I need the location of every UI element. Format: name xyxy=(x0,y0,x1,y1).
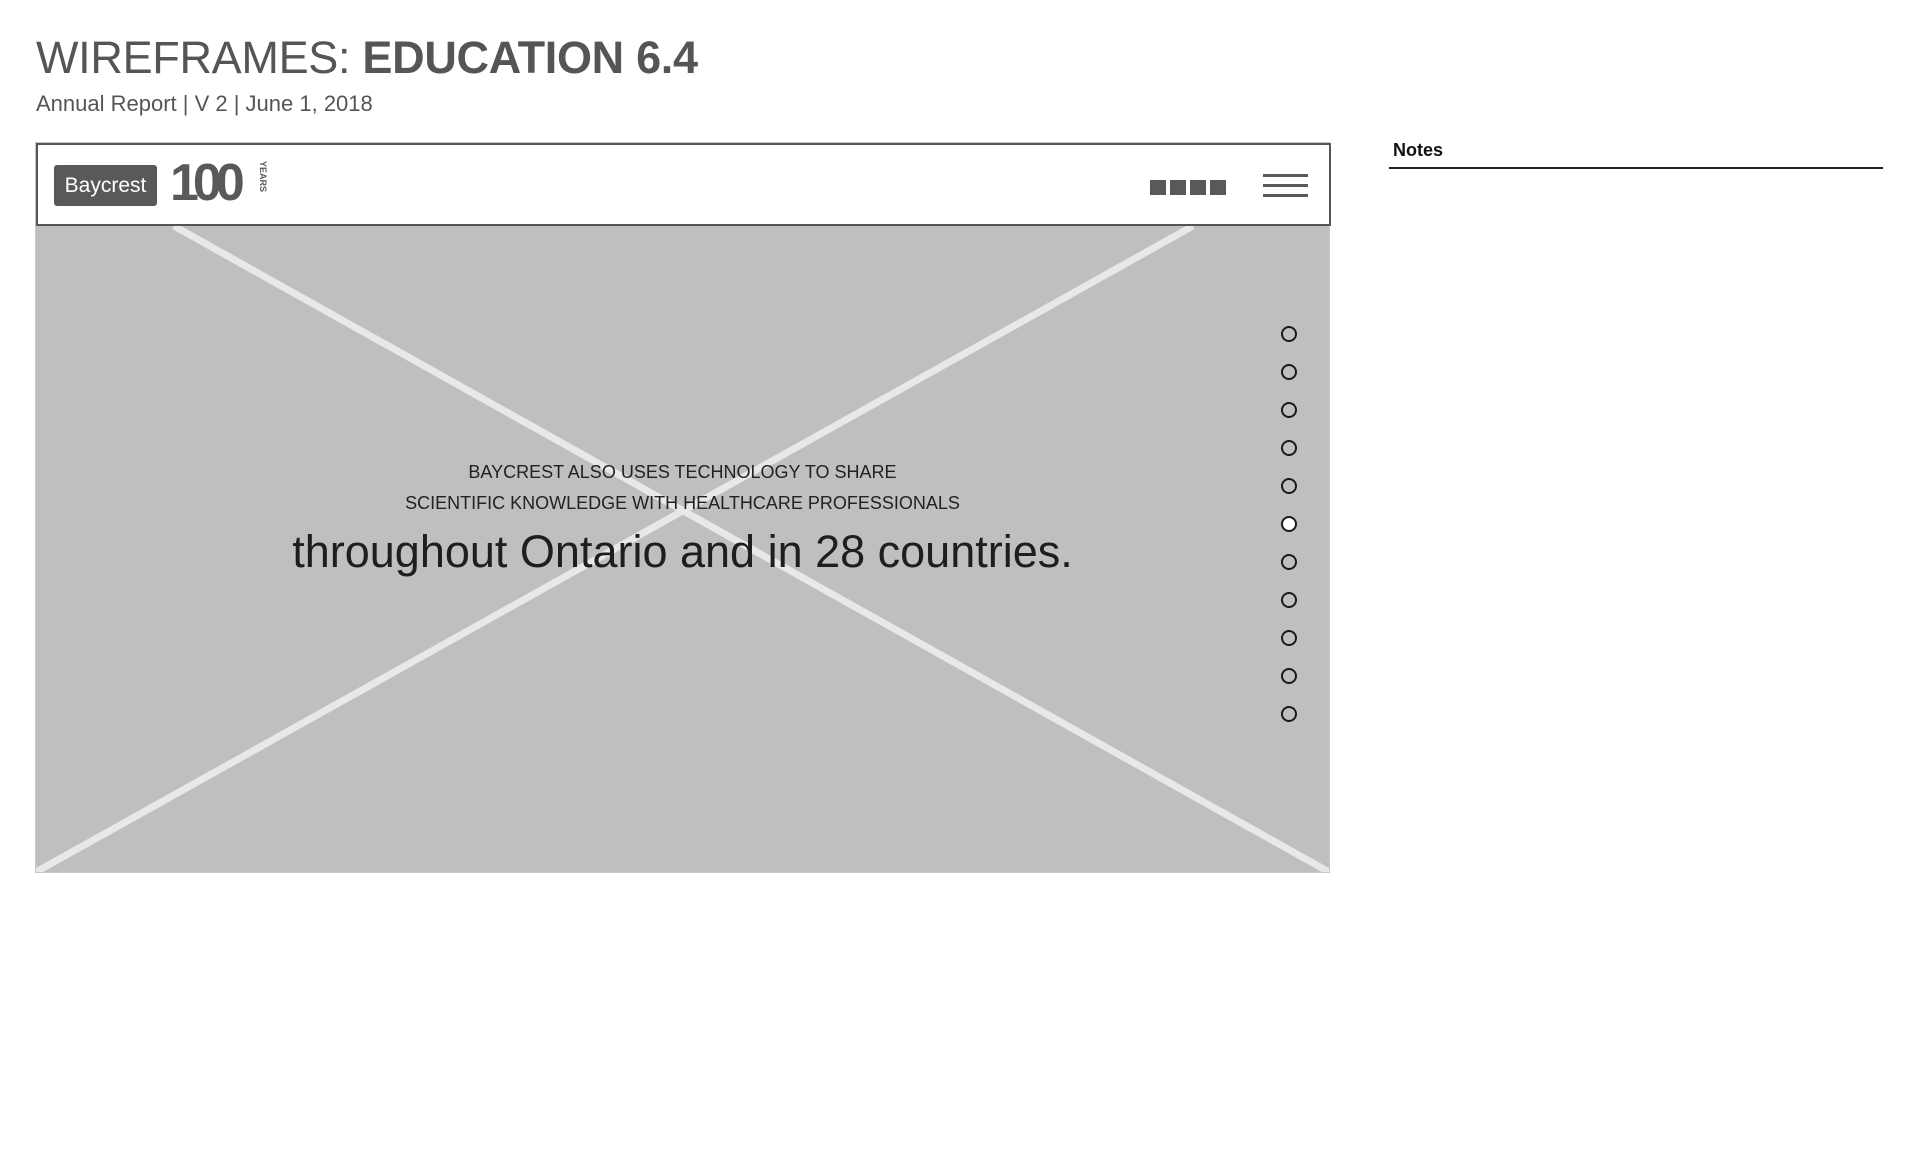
pager-dot[interactable] xyxy=(1281,706,1297,722)
pager-dot[interactable] xyxy=(1281,554,1297,570)
nav-square-icon[interactable] xyxy=(1190,180,1206,195)
pager-dot[interactable] xyxy=(1281,478,1297,494)
page-title-bold: EDUCATION 6.4 xyxy=(362,32,698,83)
notes-divider xyxy=(1389,167,1883,169)
hamburger-menu-icon[interactable] xyxy=(1263,174,1308,198)
hero-headline: throughout Ontario and in 28 countries. xyxy=(292,526,1073,577)
notes-label: Notes xyxy=(1393,140,1444,160)
centennial-logo-number: 100 xyxy=(170,154,239,212)
pager-dot[interactable] xyxy=(1281,668,1297,684)
hero-kicker-line-1: BAYCREST ALSO USES TECHNOLOGY TO SHARE xyxy=(468,462,897,482)
nav-square-icon[interactable] xyxy=(1150,180,1166,195)
centennial-logo-years: YEARS xyxy=(258,161,268,193)
page-title-light: WIREFRAMES: xyxy=(36,32,363,83)
baycrest-logo[interactable]: Baycrest xyxy=(54,165,157,206)
page-subtitle: Annual Report | V 2 | June 1, 2018 xyxy=(36,91,373,116)
nav-square-icon[interactable] xyxy=(1170,180,1186,195)
nav-square-icon[interactable] xyxy=(1210,180,1226,195)
pager-dot[interactable] xyxy=(1281,630,1297,646)
wireframe-frame xyxy=(35,142,1330,873)
pager-dot[interactable] xyxy=(1281,326,1297,342)
pager-dot[interactable] xyxy=(1281,364,1297,380)
pager-dot-active[interactable] xyxy=(1281,516,1297,532)
hero-image-placeholder xyxy=(36,226,1329,872)
hero-kicker-line-2: SCIENTIFIC KNOWLEDGE WITH HEALTHCARE PROFESSIONALS xyxy=(405,493,960,513)
pager-dot[interactable] xyxy=(1281,402,1297,418)
pager-dot[interactable] xyxy=(1281,592,1297,608)
site-header xyxy=(36,143,1331,226)
section-nav-squares[interactable] xyxy=(1150,180,1226,195)
pager-dot[interactable] xyxy=(1281,440,1297,456)
page-title xyxy=(36,30,698,86)
